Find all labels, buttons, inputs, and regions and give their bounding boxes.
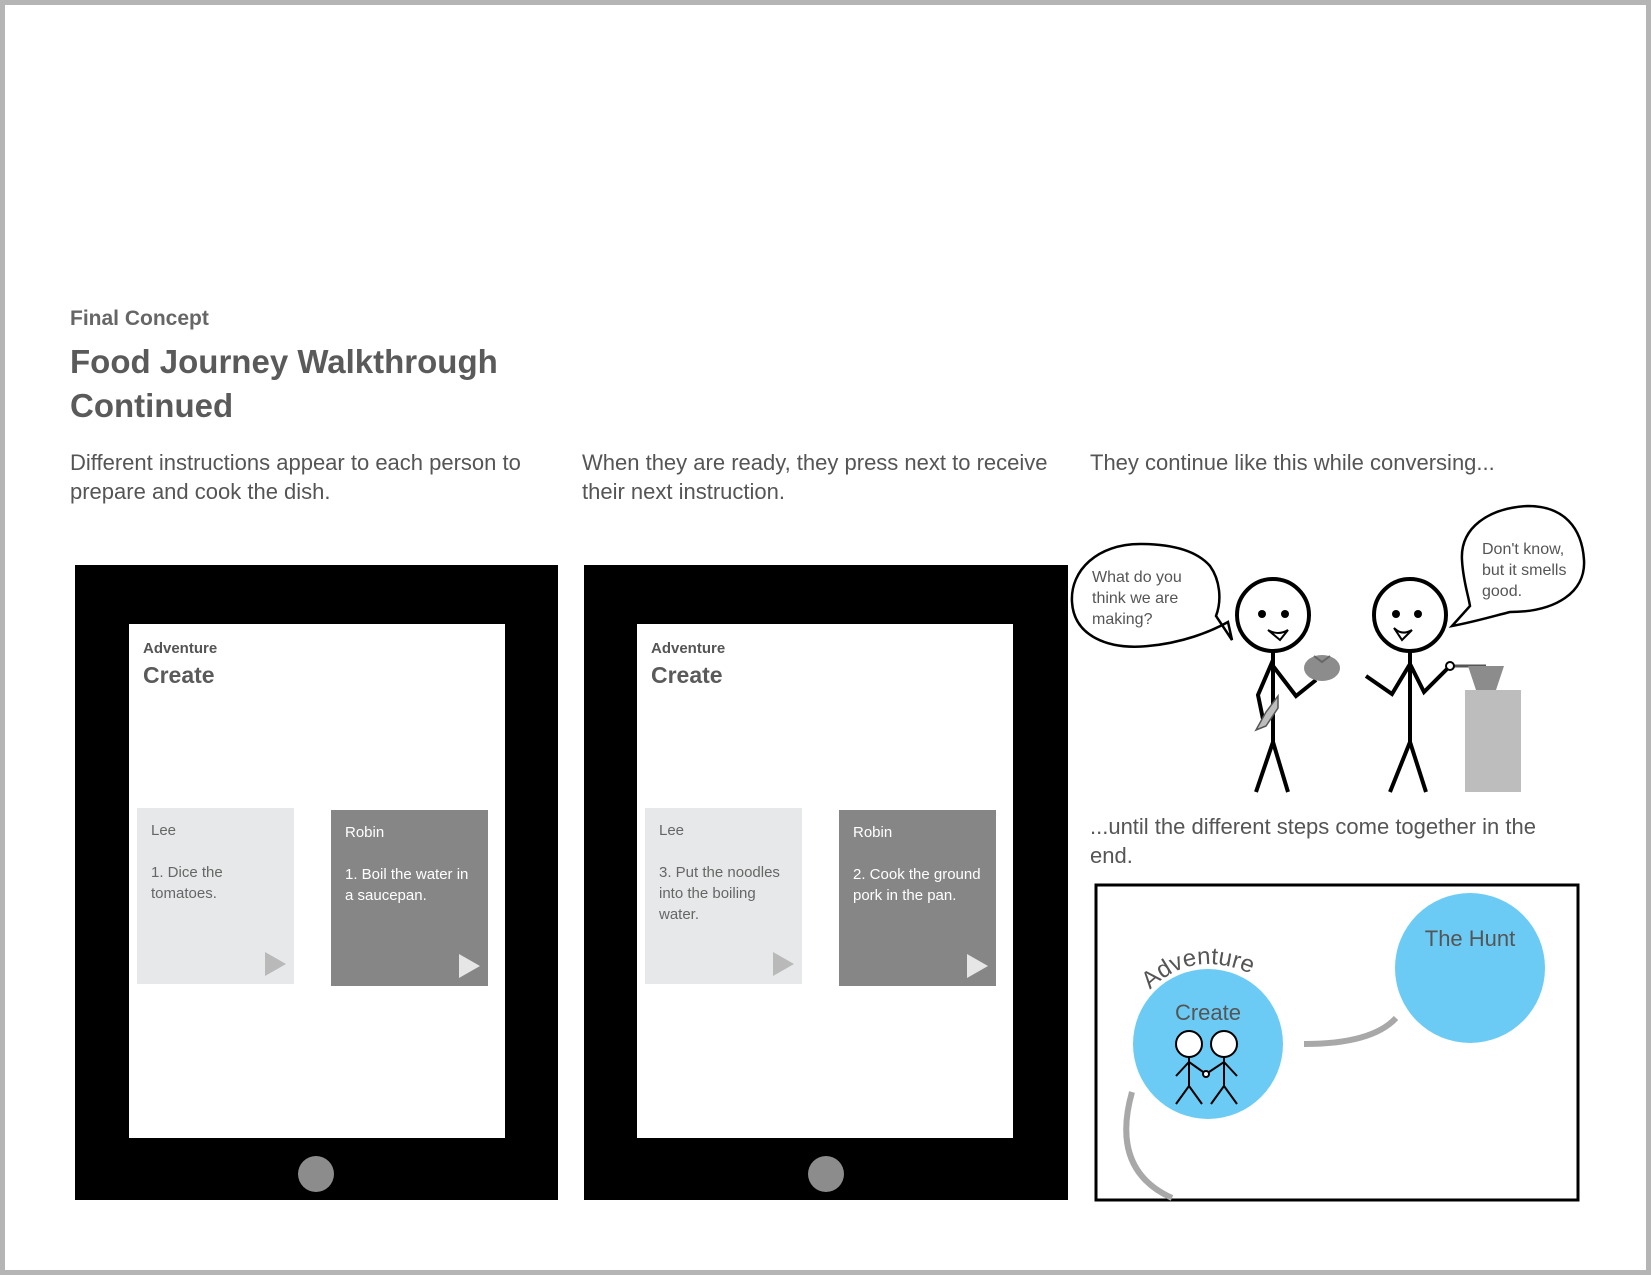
speech-bubble-left xyxy=(1072,544,1232,647)
bubble-right-line-1: Don't know, xyxy=(1482,541,1565,558)
pan-icon xyxy=(1446,662,1504,690)
bubble-left-line-3: making? xyxy=(1092,611,1153,628)
card-person-name: Robin xyxy=(853,824,893,841)
caption-panel-2: When they are ready, they press next to receive their next instruction. xyxy=(582,450,1048,504)
stick-figure-lee xyxy=(1237,579,1316,792)
svg-text:What do you think we are xyxy=(1092,569,1186,628)
app-title: Create xyxy=(651,662,723,688)
bubble-right-line-2: but it smells xyxy=(1482,562,1567,579)
page-title: Food Journey Walkthrough Continued xyxy=(70,343,498,424)
section-eyebrow: Final Concept xyxy=(70,307,209,330)
card-instruction: 1. Boil the water in a saucepan. xyxy=(345,866,469,904)
card-instruction: 3. Put the noodles into the boiling water. xyxy=(659,864,780,923)
card-person-name: Lee xyxy=(659,822,685,839)
journey-arc-label: Adventure xyxy=(1136,942,1259,995)
path-connector-start xyxy=(1126,1092,1172,1198)
svg-text:Don't know, but it smell xyxy=(1482,541,1571,600)
app-title: Create xyxy=(143,662,215,688)
app-section-label: Adventure xyxy=(651,640,726,657)
card-instruction: 2. Cook the ground pork in the pan. xyxy=(853,866,981,904)
app-section-label: Adventure xyxy=(143,640,218,657)
tomato-icon xyxy=(1304,655,1340,681)
journey-node-hunt-label: The Hunt xyxy=(1424,926,1516,951)
path-connector-mid xyxy=(1304,1018,1396,1044)
bubble-left-line-2: think we are xyxy=(1092,590,1179,607)
card-person-name: Robin xyxy=(345,824,385,841)
journey-node-hunt[interactable] xyxy=(1395,893,1545,1043)
caption-panel-1: Different instructions appear to each person to prepare and cook the dish. xyxy=(70,450,521,504)
card-person-name: Lee xyxy=(151,822,177,839)
journey-node-create-label: Create xyxy=(1174,1000,1242,1025)
stick-figure-robin xyxy=(1366,579,1448,792)
bubble-right-line-3: good. xyxy=(1482,583,1523,600)
caption-panel-3: They continue like this while conversing... xyxy=(1090,450,1495,475)
stove-icon xyxy=(1465,690,1521,792)
bubble-left-line-1: What do you xyxy=(1092,569,1182,586)
speech-bubble-right xyxy=(1452,506,1584,626)
caption-panel-4: ...until the different steps come together in the end. xyxy=(1090,814,1536,868)
card-instruction: 1. Dice the tomatoes. xyxy=(151,864,223,902)
